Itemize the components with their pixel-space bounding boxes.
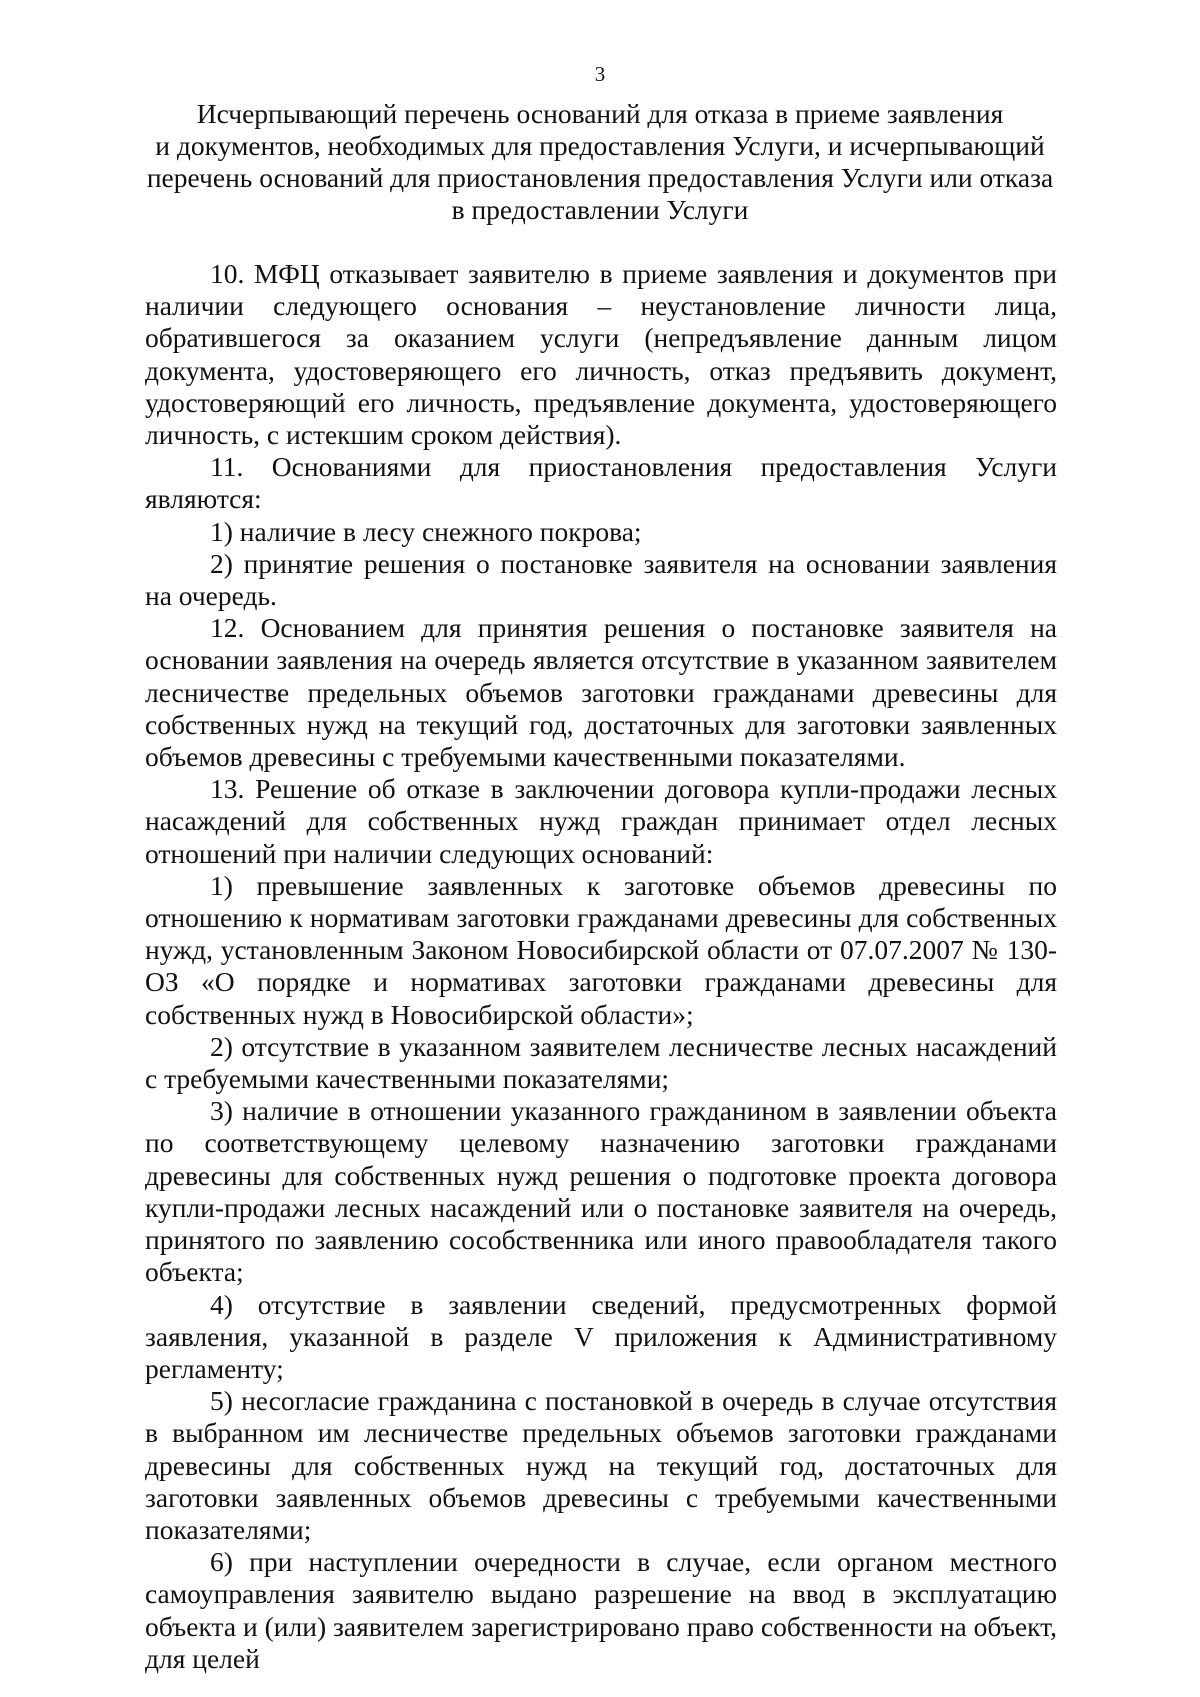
heading-line-1: Исчерпывающий перечень оснований для отказа в приеме заявления [196,98,1004,129]
paragraph-13: 13. Решение об отказе в заключении договора купли-продажи лесных насаждений для собственных нужд граждан принимает отдел лесных отношений при наличии следующих оснований: [145,773,1057,869]
section-heading [110,98,1090,226]
paragraph-13-item-5: 5) несогласие гражданина с постановкой в очередь в случае отсутствия в выбранном им лесничестве предельных объемов заготовки гражданами древесины для собственных нужд на текущий год, достаточных для заготовки заявленных объемов древесины с требуемыми качественными показателями; [145,1385,1057,1545]
paragraph-13-item-3: 3) наличие в отношении указанного гражданином в заявлении объекта по соответствующему целевому назначению заготовки гражданами древесины для собственных нужд решения о подготовке проекта договора купли-продажи лесных насаждений или о постановке заявителя на очередь, принятого по заявлению сособственника или иного правообладателя такого объекта; [145,1095,1057,1288]
heading-line-2: и документов, необходимых для предоставления Услуги, и исчерпывающий [155,130,1045,161]
paragraph-11: 11. Основаниями для приостановления предоставления Услуги являются: [145,451,1057,515]
document-body [145,258,1057,1675]
paragraph-11-item-1: 1) наличие в лесу снежного покрова; [210,515,642,547]
paragraph-13-item-2: 2) отсутствие в указанном заявителем лесничестве лесных насаждений с требуемыми качественными показателями; [145,1030,1057,1095]
paragraph-13-item-1: 1) превышение заявленных к заготовке объемов древесины по отношению к нормативам заготовки гражданами древесины для собственных нужд, установленным Законом Новосибирской области от 07.07.2007 № 130-ОЗ «О порядке и нормативах заготовки гражданами древесины для собственных нужд в Новосибирской области»; [145,869,1057,1030]
paragraph-10: 10. МФЦ отказывает заявителю в приеме заявления и документов при наличии следующего основания – неустановление личности лица, обратившегося за оказанием услуги (непредъявление данным лицом документа, удостоверяющего его личность, отказ предъявить документ, удостоверяющий его личность, предъявление документа, удостоверяющего личность, с истекшим сроком действия). [145,258,1057,451]
page-number: 3 [594,62,606,86]
paragraph-12: 12. Основанием для принятия решения о постановке заявителя на основании заявления на очередь является отсутствие в указанном заявителем лесничестве предельных объемов заготовки гражданами древесины для собственных нужд на текущий год, достаточных для заготовки заявленных объемов древесины с требуемыми качественными показателями. [145,612,1057,773]
paragraph-11-item-2: 2) принятие решения о постановке заявителя на основании заявления на очередь. [145,547,1057,612]
paragraph-13-item-6: 6) при наступлении очередности в случае, если органом местного самоуправления заявителю выдано разрешение на ввод в эксплуатацию объекта и (или) заявителем зарегистрировано право собственности на объект, для целей [145,1546,1057,1674]
heading-line-4: в предоставлении Услуги [451,194,749,225]
heading-line-3: перечень оснований для приостановления предоставления Услуги или отказа [146,162,1054,193]
paragraph-13-item-4: 4) отсутствие в заявлении сведений, предусмотренных формой заявления, указанной в разделе V приложения к Административному регламенту; [145,1288,1057,1384]
